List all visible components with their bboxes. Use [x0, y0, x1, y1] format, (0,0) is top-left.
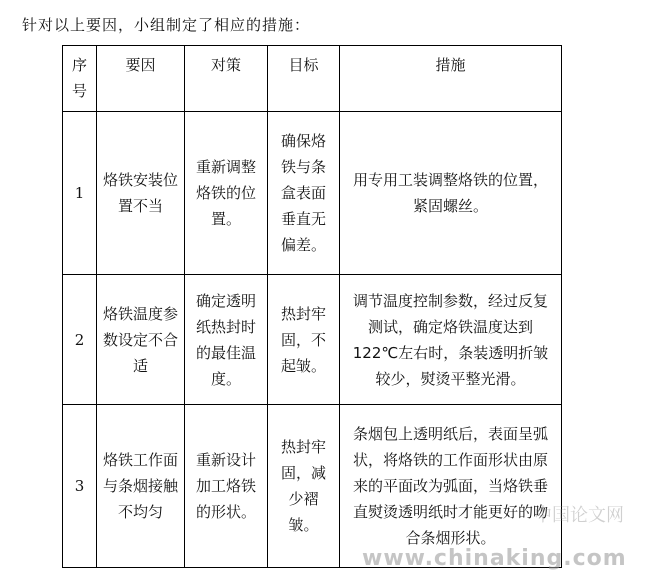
countermeasure-cell: 重新设计加工烙铁的形状。 [185, 405, 268, 568]
measures-table [62, 45, 562, 568]
countermeasure-cell: 重新调整烙铁的位置。 [185, 112, 268, 275]
header-target: 目标 [268, 46, 340, 112]
cause-cell: 烙铁工作面与条烟接触不均匀 [97, 405, 185, 568]
header-no: 序号 [63, 46, 97, 112]
target-cell: 确保烙铁与条盒表面垂直无偏差。 [268, 112, 340, 275]
intro-text: 针对以上要因，小组制定了相应的措施： [22, 16, 311, 34]
table-row [63, 405, 562, 568]
table-header-row [63, 46, 562, 112]
cause-cell: 烙铁安装位置不当 [97, 112, 185, 275]
measure-cell: 调节温度控制参数，经过反复测试，确定烙铁温度达到122℃左右时，条装透明折皱较少，熨烫平整光滑。 [340, 275, 562, 405]
table-row [63, 112, 562, 275]
header-countermeasure: 对策 [185, 46, 268, 112]
header-measure: 措施 [340, 46, 562, 112]
target-cell: 热封牢固，减少褶 皱。 [268, 405, 340, 568]
watermark: www.chinaking.com [362, 546, 627, 571]
table-row [63, 275, 562, 405]
countermeasure-cell: 确定透明纸热封时的最佳温度。 [185, 275, 268, 405]
target-cell: 热封牢固，不起皱。 [268, 275, 340, 405]
cause-cell: 烙铁温度参数设定不合适 [97, 275, 185, 405]
row-number: 1 [63, 112, 97, 275]
row-number: 2 [63, 275, 97, 405]
row-number: 3 [63, 405, 97, 568]
watermark-chinese: 中国论文网 [534, 505, 624, 526]
header-cause: 要因 [97, 46, 185, 112]
measure-cell: 条烟包上透明纸后，表面呈弧状，将烙铁的工作面形状由原来的平面改为弧面，当烙铁垂直熨烫透明纸时才能更好的吻合条烟形状。 [340, 405, 562, 568]
measure-cell: 用专用工装调整烙铁的位置，紧固螺丝。 [340, 112, 562, 275]
